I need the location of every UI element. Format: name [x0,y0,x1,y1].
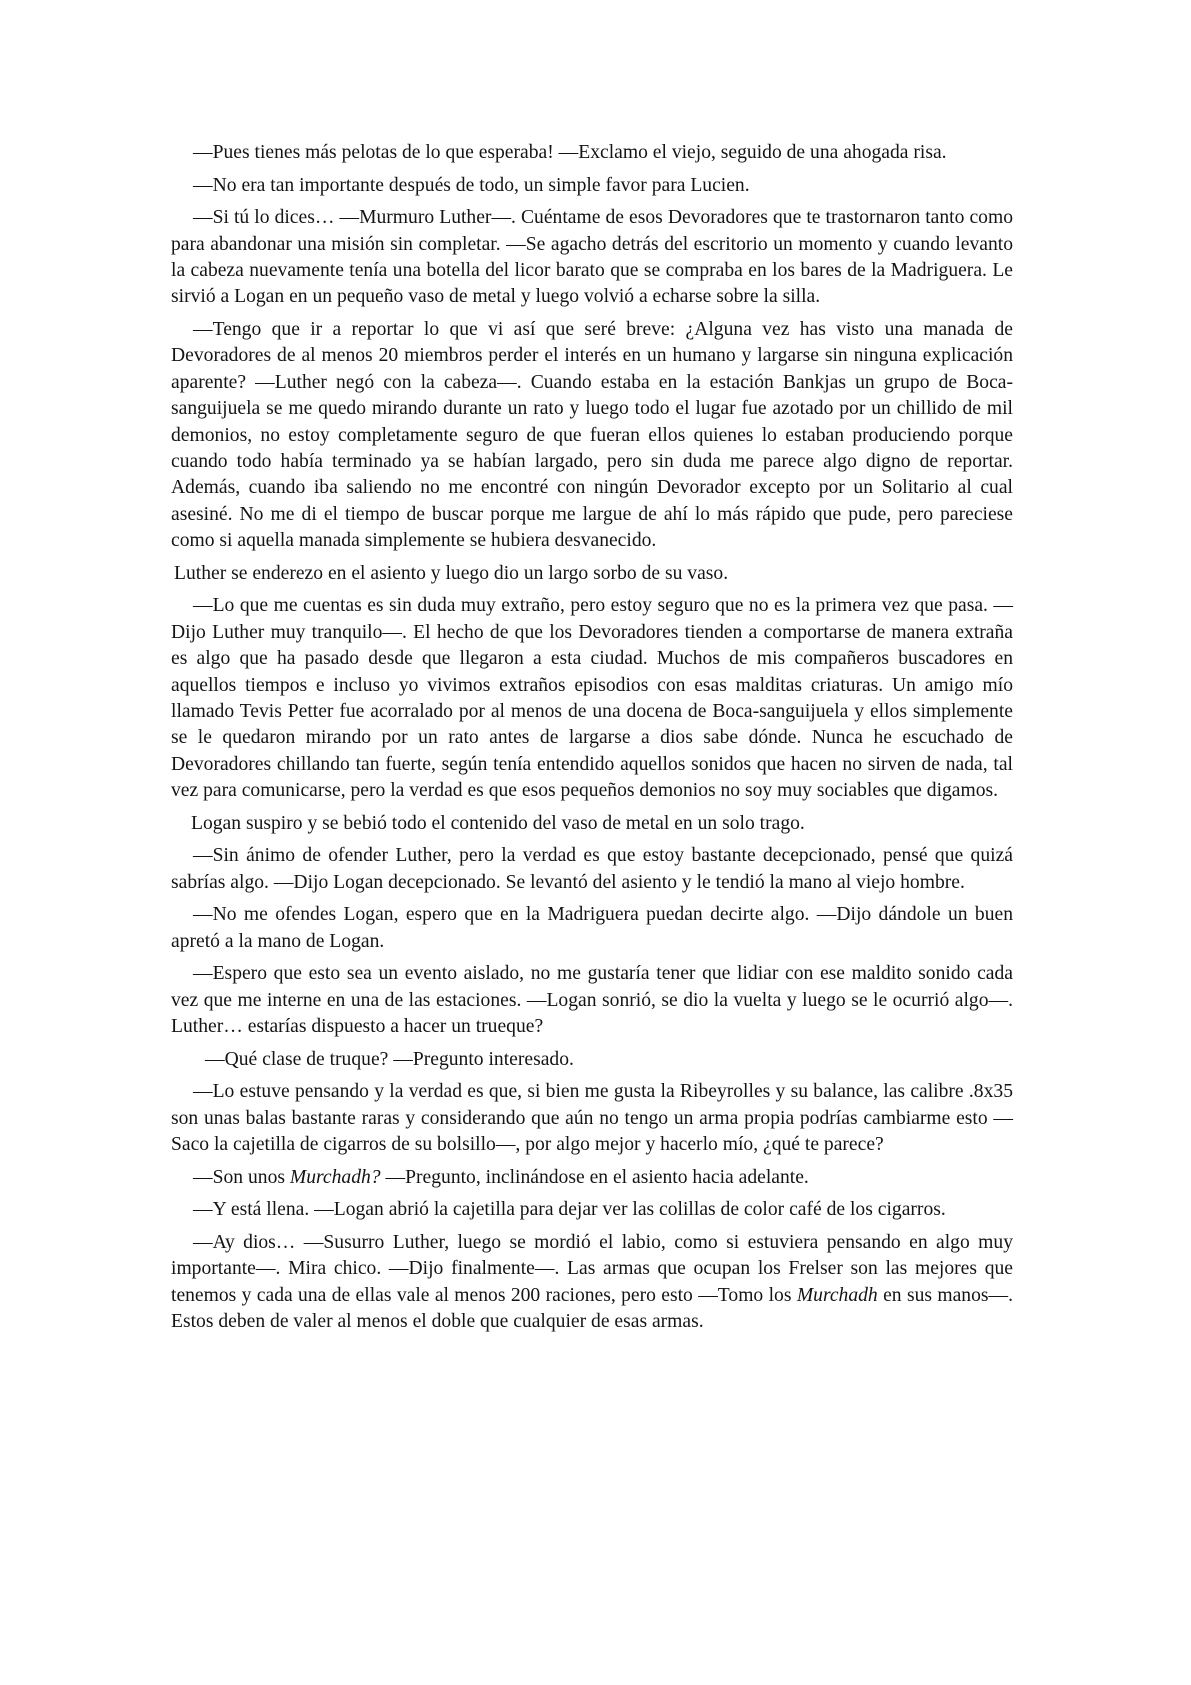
paragraph-5: Luther se enderezo en el asiento y luego dio un largo sorbo de su vaso. [174,562,729,584]
paragraph-13-lead: —Son unos [193,1166,290,1188]
paragraph-15-italic: Murchadh [796,1284,878,1306]
document-page [171,140,1013,1342]
paragraph-2: —No era tan importante después de todo, un simple favor para Lucien. [193,174,750,196]
paragraph-13-tail: —Pregunto, inclinándose en el asiento hacia adelante. [380,1166,809,1188]
paragraph-14: —Y está llena. —Logan abrió la cajetilla para dejar ver las colillas de color café de los cigarros. [193,1199,946,1221]
paragraph-15 [171,1230,1013,1336]
paragraph-15-lead: —Ay dios… —Susurro Luther, luego se mordió el labio, como si estuviera pensando en algo muy importante—. Mira chico. —Dijo finalmente—. Las armas que ocupan los Frelser son las mejores que tenemos y cada una de ellas vale al menos 200 raciones, pero esto —Tomo los [171,1232,1013,1306]
paragraph-9: —No me ofendes Logan, espero que en la Madriguera puedan decirte algo. —Dijo dándole un buen apretó a la mano de Logan. [171,904,1013,952]
paragraph-11: —Qué clase de truque? —Pregunto interesado. [205,1048,574,1070]
paragraph-13 [171,1165,1013,1191]
paragraph-3: —Si tú lo dices… —Murmuro Luther—. Cuéntame de esos Devoradores que te trastornaron tanto como para abandonar una misión sin completar. —Se agacho detrás del escritorio un momento y cuando levanto la cabeza nuevamente tenía una botella del licor barato que se compraba en los bares de la Madriguera. Le sirvió a Logan en un pequeño vaso de metal y luego volvió a echarse sobre la silla. [171,207,1013,308]
paragraph-1: —Pues tienes más pelotas de lo que esperaba! —Exclamo el viejo, seguido de una ahogada risa. [193,142,947,163]
paragraph-13-italic: Murchadh? [289,1166,381,1188]
paragraph-4: —Tengo que ir a reportar lo que vi así que seré breve: ¿Alguna vez has visto una manada de Devoradores de al menos 20 miembros perder el interés en un humano y largarse sin ninguna explicación aparente? —Luther negó con la cabeza—. Cuando estaba en la estación Bankjas un grupo de Boca-sanguijuela se me quedo mirando durante un rato y luego todo el lugar fue azotado por un chillido de mil demonios, no estoy completamente seguro de que fueran ellos quienes lo estaban produciendo porque cuando todo había terminado ya se habían largado, pero sin duda me parece algo digno de reportar. Además, cuando iba saliendo no me encontré con ningún Devorador excepto por un Solitario al cual asesiné. No me di el tiempo de buscar porque me largue de ahí lo más rápido que pude, pero pareciese como si aquella manada simplemente se hubiera desvanecido. [171,319,1013,552]
paragraph-12: —Lo estuve pensando y la verdad es que, si bien me gusta la Ribeyrolles y su balance, las calibre .8x35 son unas balas bastante raras y considerando que aún no tengo un arma propia podrías cambiarme esto —Saco la cajetilla de cigarros de su bolsillo—, por algo mejor y hacerlo mío, ¿qué te parece? [171,1081,1013,1156]
paragraph-15-tail: en sus manos—. Estos deben de valer al menos el doble que cualquier de esas armas. [171,1284,1013,1333]
paragraph-10: —Espero que esto sea un evento aislado, no me gustaría tener que lidiar con ese maldito sonido cada vez que me interne en una de las estaciones. —Logan sonrió, se dio la vuelta y luego se le ocurrió algo—. Luther… estarías dispuesto a hacer un trueque? [171,963,1013,1038]
paragraph-7: Logan suspiro y se bebió todo el contenido del vaso de metal en un solo trago. [191,812,805,834]
paragraph-8: —Sin ánimo de ofender Luther, pero la verdad es que estoy bastante decepcionado, pensé que quizá sabrías algo. —Dijo Logan decepcionado. Se levantó del asiento y le tendió la mano al viejo hombre. [171,845,1013,893]
paragraph-6: —Lo que me cuentas es sin duda muy extraño, pero estoy seguro que no es la primera vez que pasa. —Dijo Luther muy tranquilo—. El hecho de que los Devoradores tienden a comportarse de manera extraña es algo que ha pasado desde que llegaron a esta ciudad. Muchos de mis compañeros buscadores en aquellos tiempos e incluso yo vivimos extraños episodios con esas malditas criaturas. Un amigo mío llamado Tevis Petter fue acorralado por al menos de una docena de Boca-sanguijuela y ellos simplemente se le quedaron mirando por un rato antes de largarse a dios sabe dónde. Nunca he escuchado de Devoradores chillando tan fuerte, según tenía entendido aquellos sonidos que hacen no sirven de nada, tal vez para comunicarse, pero la verdad es que esos pequeños demonios no soy muy sociables que digamos. [171,595,1013,802]
